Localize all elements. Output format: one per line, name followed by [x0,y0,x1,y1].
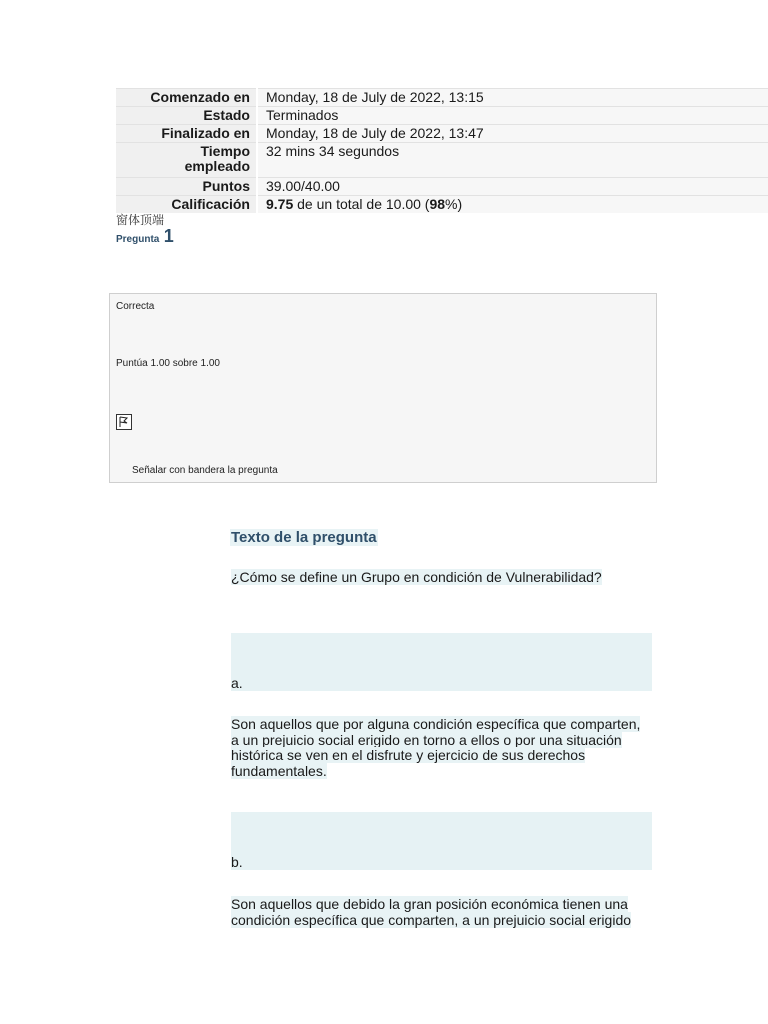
summary-row-time [116,143,768,178]
option-line: fundamentales. [231,762,327,779]
question-label: Pregunta [116,234,160,245]
option-letter: a. [231,675,243,691]
summary-value: Monday, 18 de July de 2022, 13:15 [257,89,768,107]
summary-label: Calificación [116,196,257,214]
summary-value: Monday, 18 de July de 2022, 13:47 [257,125,768,143]
question-grade: Puntúa 1.00 sobre 1.00 [116,358,220,369]
summary-row-state [116,107,768,125]
question-text: ¿Cómo se define un Grupo en condición de Vulnerabilidad? [231,569,602,585]
summary-label: Comenzado en [116,89,257,107]
option-line: a un prejuicio social erigido en torno a ellos o por una situación [231,731,622,748]
option-b-radio-area[interactable] [231,812,652,870]
option-line: histórica se ven en el disfrute y ejercicio de sus derechos [231,747,586,763]
flag-icon[interactable] [116,414,132,430]
summary-row-points [116,178,768,196]
summary-value: 39.00/40.00 [257,178,768,196]
time-label-line1: Tiempo [200,143,250,159]
option-a-text[interactable] [231,717,652,779]
option-line: Son aquellos que debido la gran posición económica tienen una [231,896,628,912]
summary-label: Puntos [116,178,257,196]
option-line: Son aquellos que por alguna condición específica que comparten, [231,716,641,732]
question-info-box [109,293,657,483]
option-a-radio-area[interactable] [231,633,652,691]
summary-row-grade [116,196,768,214]
flag-icon-glyph [117,415,131,429]
grade-score: 9.75 [266,196,294,212]
grade-text: de un total de 10.00 ( [293,196,430,212]
question-number [116,226,174,247]
summary-label: Finalizado en [116,125,257,143]
grade-text-end: %) [445,196,463,212]
summary-row-finished [116,125,768,143]
attempt-summary-table [116,88,768,213]
flag-question-link[interactable]: Señalar con bandera la pregunta [132,465,278,476]
summary-value [257,196,768,214]
question-text-heading: Texto de la pregunta [231,529,377,546]
time-label-line2: empleado [184,158,250,174]
grade-percent: 98 [429,196,446,212]
question-state: Correcta [116,301,155,312]
option-line: condición específica que comparten, a un prejuicio social erigido [231,911,632,928]
summary-label: Estado [116,107,257,125]
summary-value: Terminados [257,107,768,125]
question-number-value: 1 [163,226,174,246]
form-top-marker: 窗体顶端 [116,213,165,227]
summary-label [116,143,257,178]
option-b-text[interactable] [231,897,652,928]
summary-value: 32 mins 34 segundos [257,143,768,178]
option-letter: b. [231,854,243,870]
summary-row-started [116,89,768,107]
